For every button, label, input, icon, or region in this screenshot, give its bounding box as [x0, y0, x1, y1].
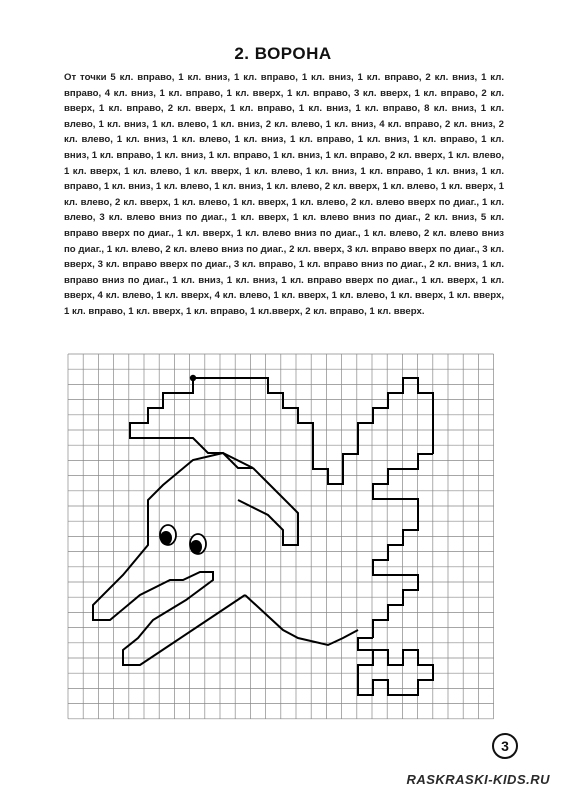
crow-head-path [238, 468, 298, 545]
site-watermark: RASKRASKI-KIDS.RU [406, 772, 550, 787]
crow-pupil-2 [190, 540, 202, 554]
crow-belly-path [245, 595, 358, 645]
instruction-lead: От точки [64, 72, 107, 83]
crow-beak-path [93, 453, 253, 665]
crow-right-wing-path [373, 454, 433, 638]
crow-pupil-1 [160, 531, 172, 545]
start-dot [190, 375, 196, 381]
crow-wing-lower-path [130, 378, 253, 468]
instruction-text: 5 кл. вправо, 1 кл. вниз, 1 кл. вправо, 1 кл. вниз, 1 кл. вправо, 2 кл. вниз, 1 кл. вправо, 4 кл. вниз, 1 кл. вправо, 1 кл. вверх, 1 кл. вправо, 3 кл. вверх, 1 кл. вправо, 2 кл. вверх, 1 кл. вправо, 2 кл. вверх, 1 кл. вправо, 1 кл. вниз, 1 кл. вправо, 8 кл. вниз, 1 кл. влево, 1 кл. вниз, 1 кл. влево, 1 кл. вниз, 2 кл. влево, 1 кл. вниз, 4 кл. вправо, 2 кл. вниз, 2 кл. влево, 1 кл. вниз, 1 кл. влево, 1 кл. вниз, 1 кл. вправо, 1 кл. вниз, 1 кл. вправо, 1 кл. вниз, 1 кл. вправо, 1 кл. вниз, 1 кл. вправо, 1 кл. вниз, 1 кл. вправо, 2 кл. вверх, 1 кл. влево, 1 кл. вверх, 1 кл. влево, 1 кл. вверх, 1 кл. влево, 1 кл. вниз, 1 кл. вправо, 1 кл. вниз, 1 кл. вправо, 1 кл. вниз, 1 кл. влево, 1 кл. вниз, 1 кл. влево, 2 кл. вверх, 1 кл. влево, 1 кл. вверх, 1 кл. влево, 2 кл. вверх, 1 кл. влево, 1 кл. вверх, 1 кл. влево, 2 кл. влево вверх по диаг., 1 кл. влево, 3 кл. влево вниз по диаг., 1 кл. вверх, 1 кл. влево вниз по диаг., 2 кл. вниз, 5 кл. вправо вверх по диаг., 1 кл. вверх, 1 кл. влево вниз по диаг., 1 кл. влево, 2 кл. влево вниз по диаг., 1 кл. влево, 2 кл. влево вниз по диаг., 2 кл. вверх, 3 кл. вправо вверх по диаг., 3 кл. вверх, 3 кл. вправо вверх по диаг., 3 кл. вправо, 1 кл. вправо вниз по диаг., 2 кл. вниз, 1 кл. вправо вниз по диаг., 1 кл. вниз, 1 кл. вниз, 1 кл. вправо вверх по диаг., 1 кл. вверх, 1 кл. вверх, 4 кл. влево, 1 кл. вверх, 4 кл. влево, 1 кл. вверх, 1 кл. влево, 1 кл. вверх, 1 кл. вверх, 1 кл. вправо, 1 кл. вверх, 1 кл. вправо, 1 кл.вверх, 2 кл. вправо, 1 кл. вверх. [64, 72, 504, 317]
page-title: 2. ВОРОНА [234, 44, 332, 63]
crow-tail-path [358, 638, 433, 695]
page-number: 3 [492, 733, 518, 759]
